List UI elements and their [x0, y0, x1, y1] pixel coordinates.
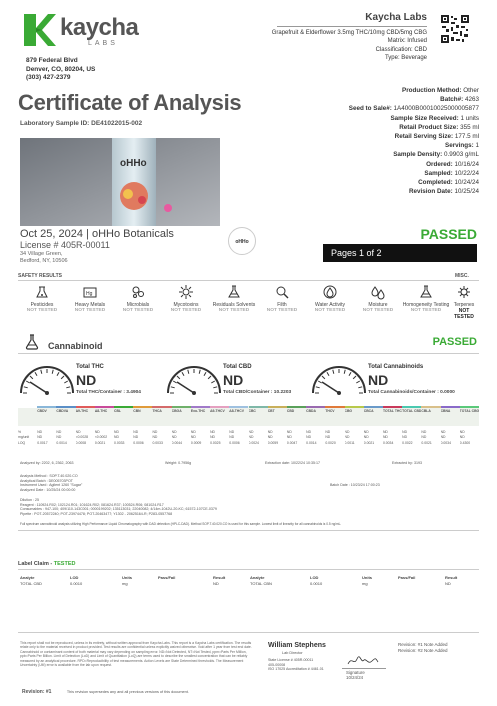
svg-text:Hg: Hg [86, 291, 93, 297]
pesticide-flask-icon [34, 284, 50, 300]
divider [18, 280, 479, 281]
total-per-container: Total Cannabinoids/Container : 0.0000 [368, 390, 455, 395]
meta-row [349, 86, 479, 95]
safety-item [18, 284, 66, 313]
cannabinoid-cell: THCV [325, 409, 335, 413]
lab-address-line: 879 Federal Blvd [26, 57, 78, 64]
label-claim-cell: Units [362, 575, 372, 580]
cannabinoid-cell: 0.0024 [248, 440, 259, 445]
report-date-client: Oct 25, 2024 | oHHo Botanicals [20, 228, 174, 240]
cannabinoid-cell: 0.0006 [133, 440, 144, 445]
safety-item-name: Mycotoxins [173, 302, 199, 308]
safety-item-status: NOT TESTED [362, 308, 394, 313]
safety-item [162, 284, 210, 313]
label-claim-status: TESTED [53, 561, 76, 567]
label-claim-label: Label Claim - [18, 561, 53, 567]
safety-item-status: NOT TESTED [410, 308, 442, 313]
meta-row [349, 123, 479, 132]
kaycha-logo-icon [22, 12, 58, 48]
cannabinoid-cell: ND [440, 435, 446, 439]
cannabinoid-cell: CBL [114, 409, 121, 413]
cannabinoid-cell: 0.0034 [440, 440, 451, 445]
cannabinoid-cell: ND [325, 429, 331, 434]
label-claim-cell: TOTAL CBN [250, 581, 272, 586]
safety-item-name: Microbials [126, 302, 150, 308]
label-claim-cell: 0.0010 [70, 581, 83, 586]
cannabinoid-cell: 0.0014 [56, 440, 67, 445]
cannabinoid-cell: 0.0017 [37, 440, 48, 445]
state-license: State License # 405R-00011 [268, 658, 314, 662]
disclaimer: This report shall not be reproduced, unless in its entirety, without written approval from Kaycha Labs. This report is a Kaycha Labs certification. The results relate only to the material received in product provided. Test results are confidential unless explicitly waived otherwise. Void after 1 year from test end date. Cannabinoid or contaminant content of both material may vary depending on sampling error. ND=Not Detected, NT=Not Tested, ppm=Parts Per Million, ppb=Parts Per Billion. Limit of Detection (LoD) and Limit of Quantitation (LoQ) are terms used to describe the smallest concentration that can be reliably measured by an analytical procedure. RPD=Reproducibility of test measurements. Action Levels are State Determined thresholds. The Measurement Uncertainty (UM) error is available from the lab upon request. [20, 641, 252, 668]
safety-item-status: NOT TESTED [170, 308, 202, 313]
iso-accreditation: ISO 17025 Accreditation # 4461.01 [268, 667, 324, 672]
cannabinoid-cell: ND [402, 429, 408, 434]
revision-statement: This revision supersedes any and all previous versions of this document. [66, 690, 189, 694]
cannabinoid-cell: CBDV [37, 409, 47, 413]
terpenes-icon [456, 284, 472, 300]
method-block [20, 474, 270, 492]
signer-name: William Stephens [268, 642, 326, 649]
cannabinoid-cell: ND [56, 435, 62, 439]
safety-item-name: Heavy Metals [74, 302, 106, 308]
reagent-block [20, 498, 460, 516]
signature-date: 10/24/24 [346, 675, 364, 681]
analysis-method: Analysis Method : SOP.T.40.020.CO [20, 474, 78, 478]
lab-logo-sub: LABS [88, 40, 118, 47]
method-note: Full spectrum cannabinoid analysis utilizing High Performance Liquid Chromatography with DAD detection (HPLC-DAD). Method SOP.T.40.020.CO is used for this sample. Lowest limit of linearity for all cannabinoids is 0.5 ng/mL. [20, 522, 342, 526]
cannabinoid-cell: 0.0021 [421, 440, 432, 445]
meta-row [349, 187, 479, 196]
safety-item [114, 284, 162, 313]
cannabinoid-cell: ND [363, 435, 369, 439]
safety-item-status: NOT TESTED [314, 308, 346, 313]
label-claim-cell: TOTAL CBD [20, 581, 42, 586]
cannabinoid-cell: CBGA [171, 409, 182, 413]
meta-row [349, 132, 479, 141]
cannabinoid-cell: ND [190, 429, 196, 434]
safety-item-status: NOT TESTED [74, 308, 106, 313]
cannabinoid-cell: ND [229, 435, 235, 439]
state-license-2: 405-00008 [268, 662, 286, 667]
safety-item-status: NOT TESTED [26, 308, 58, 313]
svg-text:oHHo: oHHo [120, 158, 147, 169]
misc-item-name: Terpenes [453, 302, 475, 308]
revision-number: Revision: #1 [22, 689, 52, 695]
meta-key: Servings: [445, 142, 474, 150]
consumables: Consumables : 947-100; 409/110-143C001; 0000199202; 135113031; 22040082; 4/14m-1042U-20-KC; 61572-107CE-0379 [20, 507, 217, 512]
cannabinoid-cell: ND [75, 429, 81, 434]
cannabinoid-cell: % [18, 429, 22, 434]
cannabinoid-cell: ND [171, 435, 177, 439]
safety-item [66, 284, 114, 313]
cannabinoid-cell: ND [114, 435, 119, 439]
product-type: Type: Beverage [384, 55, 427, 61]
label-claim-cell: mg [362, 581, 368, 586]
cannabinoid-cell: 0.0021 [363, 440, 375, 445]
meta-row [349, 141, 479, 150]
product-matrix: Matrix: Infused [387, 38, 427, 44]
batch-date: Batch Date : 10/23/24 17:00:23 [330, 483, 380, 487]
divider [18, 569, 479, 570]
divider [18, 632, 479, 633]
meta-row [349, 178, 479, 187]
lab-logo-text: kaycha [60, 14, 139, 41]
cannabinoid-cell: 0.0011 [344, 440, 355, 445]
sample-id: Laboratory Sample ID: DE41022015-002 [20, 120, 143, 127]
signer-title: Lab Director [282, 651, 303, 655]
total-label: Total THC [76, 364, 104, 370]
divider [18, 530, 479, 531]
meta-key: Sampled: [424, 169, 453, 177]
cannabinoid-cell: ND [37, 435, 43, 439]
cannabinoid-cell: ND [440, 429, 446, 434]
cannabinoid-cell: 0.0033 [152, 440, 163, 445]
safety-results-label: SAFETY RESULTS [18, 273, 62, 279]
cannabinoid-cell: ND [56, 429, 62, 434]
gauge-icon [18, 363, 76, 397]
signature-label: Signature [346, 670, 365, 675]
cannabinoid-cell: Exo-THC [190, 409, 206, 413]
misc-item [449, 284, 479, 320]
label-claim-cell: Result [445, 575, 458, 580]
safety-results [18, 284, 479, 334]
label-claim-cell: LOD [310, 575, 319, 580]
cannabinoid-cell: ND [171, 429, 177, 434]
cannabinoid-cell: 0.0008 [75, 440, 86, 445]
cannabinoid-cell: 0.0009 [190, 440, 202, 445]
signature-block [346, 670, 365, 681]
cannabinoid-cell: <0.0002 [94, 435, 108, 439]
safety-item [258, 284, 306, 313]
cannabinoid-cell: 0.0021 [94, 440, 106, 445]
cannabinoid-cell: CBDA [306, 409, 316, 413]
label-claim-cell: Result [213, 575, 226, 580]
revision-notes [398, 642, 448, 654]
meta-key: Retail Product Size: [399, 123, 459, 131]
client-address-line: Bedford, NY, 10506 [20, 258, 68, 264]
cannabinoid-cell: ND [37, 429, 43, 434]
cannabinoid-cell: 0.0034 [382, 440, 394, 445]
product-name: Grapefruit & Elderflower 3.5mg THC/10mg CBD/5mg CBG [271, 29, 427, 36]
safety-item-status: NOT TESTED [218, 308, 250, 313]
sample-weight: Weight: 0.7956g [165, 461, 192, 465]
cannabinoid-cell: ND [382, 429, 388, 434]
safety-item-status: NOT TESTED [266, 308, 298, 313]
safety-item-name: Homogeneity Testing [402, 302, 450, 308]
instrument-used: Instrument Used : Agilent 1260 "Sugar" [20, 483, 83, 488]
cannabinoid-cell: CBCA [363, 409, 374, 413]
page-indicator: Pages 1 of 2 [323, 244, 477, 262]
cannabinoid-cell: CBG [344, 409, 353, 413]
meta-row [349, 95, 479, 104]
label-claim-cell: Pass/Fail [158, 575, 176, 580]
cannabinoid-cell: ND [382, 435, 388, 439]
cannabinoid-cell: CBT [267, 409, 275, 413]
total-value: ND [368, 372, 389, 388]
cannabinoid-status: PASSED [432, 336, 477, 348]
cannabinoid-cell: ND [190, 435, 196, 439]
cannabinoid-cell: Δ9-THCV [210, 409, 225, 413]
safety-item [402, 284, 450, 313]
cannabinoid-cell: Δ9-THC [75, 409, 89, 413]
meta-value: 10/25/24 [454, 188, 479, 196]
meta-value: Other [463, 87, 479, 94]
safety-item-name: Moisture [368, 302, 388, 308]
product-classification: Classification: CBD [375, 46, 427, 53]
cannabinoid-cell: ND [267, 429, 273, 434]
cannabinoid-cell: LOQ [18, 440, 26, 445]
cannabinoid-cell: ND [133, 429, 139, 434]
cannabinoid-cell: 0.0006 [229, 440, 240, 445]
accreditation [268, 658, 324, 672]
solvents-flask-icon [226, 284, 242, 300]
heavy-metals-icon [82, 284, 98, 300]
page-title: Certificate of Analysis [18, 90, 242, 115]
cannabinoid-cell: 0.0047 [286, 440, 298, 445]
cannabinoid-cell: ND [459, 435, 465, 439]
cannabinoid-cell: ND [152, 429, 158, 434]
cannabinoid-cell: ND [325, 435, 331, 439]
cannabinoid-cell: CBC [248, 409, 256, 413]
cannabinoid-cell: ND [210, 429, 215, 434]
cannabinoid-cell: ND [286, 429, 292, 434]
cannabinoid-cell: ND [402, 435, 408, 439]
meta-value: 10/16/24 [454, 160, 479, 168]
meta-key: Batch#: [440, 96, 464, 104]
meta-row [349, 150, 479, 159]
client-logo: oHHo [228, 227, 256, 255]
cannabinoid-title: Cannabinoid [48, 341, 103, 351]
label-claim-cell: Units [122, 575, 132, 580]
qr-code-icon[interactable] [440, 14, 470, 44]
cannabinoid-cell: <0.0028 [75, 435, 88, 439]
cannabinoid-cell: 0.0044 [171, 440, 183, 445]
misc-label: MISC. [455, 273, 469, 279]
meta-value: 1 [475, 142, 479, 150]
safety-item-name: Water Activity [314, 302, 346, 308]
cannabinoid-cell: 0.0020 [325, 440, 336, 445]
cannabinoid-cell: 0.0014 [306, 440, 317, 445]
cannabinoid-row [18, 441, 479, 447]
safety-item-name: Pesticides [30, 302, 54, 308]
revision-footer [22, 689, 189, 695]
label-claim-cell: LOD [70, 575, 79, 580]
lab-name: Kaycha Labs [365, 12, 427, 23]
meta-value: 10/24/24 [454, 179, 479, 187]
total-label: Total Cannabinoids [368, 364, 424, 370]
pipette: Pipette : POT-20572240; POT-23974478; POT-20463477; Y1302 - 20625164-R; P283-0557768 [20, 511, 173, 516]
cannabinoid-cell: ND [306, 429, 312, 434]
label-claim-cell: ND [213, 581, 219, 586]
cannabinoid-cell: ND [210, 435, 215, 439]
total-value: ND [223, 372, 244, 388]
label-claim-cell: Analyte [20, 575, 35, 580]
reagent: Reagent : 110924.R02; 102124.R01; 101624.R02; 081624.R37; 100524.R06; 081024.R17 [20, 502, 164, 507]
meta-row [349, 160, 479, 169]
safety-item-status: NOT TESTED [122, 308, 154, 313]
cannabinoid-cell: ND [229, 429, 235, 434]
client-address [20, 251, 68, 265]
cannabinoid-cell: ND [114, 429, 119, 434]
sample-meta [349, 86, 479, 196]
cannabinoid-cell: THCA [152, 409, 162, 413]
meta-key: Completed: [418, 179, 453, 187]
cannabinoid-cell: TOTAL CBG [459, 409, 479, 413]
cannabinoid-cell: 0.0033 [114, 440, 125, 445]
lab-address-line: Denver, CO, 80204, US [26, 65, 96, 73]
overall-status: PASSED [420, 226, 477, 242]
water-activity-icon [322, 284, 338, 300]
meta-value: 0.9903 g/mL [443, 151, 479, 159]
product-photo [20, 138, 220, 226]
revision-note-2: Revision: #2 Note Added [398, 647, 448, 653]
gauge-icon [165, 363, 223, 397]
meta-value: 355 ml [460, 123, 479, 131]
meta-row [349, 169, 479, 178]
total-per-container: Total THC/Container : 3.4904 [76, 390, 141, 395]
cannabinoid-cell: CBN [133, 409, 141, 413]
safety-item-name: Filth [277, 302, 287, 308]
client-address-line: 34 Village Green, [20, 251, 63, 257]
meta-value: 177.5 ml [454, 133, 479, 141]
flask-icon [24, 334, 40, 350]
cannabinoid-cell: ND [248, 429, 254, 434]
cannabinoid-cell: ND [459, 429, 465, 434]
meta-row [349, 104, 479, 113]
revision-note-1: Revision: #1 Note Added [398, 642, 448, 647]
cannabinoid-cell: ND [152, 435, 158, 439]
safety-item-name: Residuals Solvents [212, 302, 256, 308]
label-claim-cell: 0.0010 [310, 581, 323, 586]
cannabinoid-cell: 0.0025 [210, 440, 221, 445]
total-value: ND [76, 372, 97, 388]
cannabinoid-cell: ND [344, 435, 350, 439]
safety-item [306, 284, 354, 313]
meta-key: Revision Date: [408, 188, 453, 196]
meta-key: Seed to Sale#: [348, 105, 392, 113]
meta-value: 1 units [460, 114, 479, 122]
cannabinoid-cell: ND [363, 429, 369, 434]
filth-magnifier-icon [274, 284, 290, 300]
meta-key: Production Method: [402, 87, 462, 94]
total-per-container: Total CBD/Container : 10.2203 [223, 390, 292, 395]
meta-row [349, 114, 479, 123]
meta-key: Ordered: [426, 160, 453, 168]
cannabinoid-cell: Δ8-THCV [229, 409, 244, 413]
label-claim-cell: mg [122, 581, 128, 586]
cannabinoid-cell: CBDVA [56, 409, 69, 413]
cannabinoid-cell: ND [344, 429, 350, 434]
mycotoxins-icon [178, 284, 194, 300]
cannabinoid-cell: 0.4300 [459, 440, 471, 445]
product-header [272, 14, 427, 63]
cannabinoid-cell: TOTAL CBD [402, 409, 422, 413]
label-claim-cell: Pass/Fail [398, 575, 416, 580]
client-license: License # 405R-00011 [20, 240, 110, 250]
microbials-icon [130, 284, 146, 300]
label-claim-cell: ND [445, 581, 451, 586]
meta-key: Sample Size Received: [390, 114, 459, 122]
cannabinoid-cell: ND [133, 435, 139, 439]
cannabinoid-cell: CBD [286, 409, 295, 413]
meta-key: Retail Serving Size: [394, 133, 454, 141]
cannabinoid-cell: CBNA [440, 409, 451, 413]
total-label: Total CBD [223, 364, 252, 370]
meta-value: 4263 [464, 96, 479, 104]
cannabinoid-cell: Δ8-THC [94, 409, 108, 413]
meta-key: Sample Density: [393, 151, 443, 159]
homogeneity-flask-icon [418, 284, 434, 300]
cannabinoid-cell: 0.0059 [267, 440, 279, 445]
signature-line [342, 668, 386, 669]
cannabinoid-cell: ND [267, 435, 273, 439]
meta-value: 1A4000B00010025000005877 [393, 105, 479, 113]
label-claim-cell: Analyte [250, 575, 265, 580]
divider [277, 26, 427, 27]
analyzed-by: Analyzed by: 2202, 6, 2362, 2063 [20, 461, 74, 465]
cannabinoid-cell: ND [421, 435, 427, 439]
cannabinoid-cell: 0.0022 [402, 440, 413, 445]
lab-address [26, 57, 95, 83]
cannabinoid-row [18, 409, 479, 415]
signature-image [346, 654, 380, 668]
cannabinoid-cell: ND [286, 435, 292, 439]
cannabinoid-cell: ND [94, 429, 100, 434]
extraction-date: Extraction date: 10/22/24 10:35:17 [265, 461, 320, 465]
moisture-drops-icon [370, 284, 386, 300]
cannabinoid-cell: ND [421, 429, 427, 434]
cannabinoid-cell: CBLA [421, 409, 431, 413]
analyzed-date: Analyzed Date : 10/25/24 00:00:00 [20, 487, 76, 492]
dilution: Dilution : 25 [20, 498, 39, 502]
safety-item [210, 284, 258, 313]
product-photo-image [20, 138, 220, 226]
extracted-by: Extracted by: 3193 [392, 461, 422, 465]
misc-item-status: NOT TESTED [454, 308, 474, 320]
meta-value: 10/22/24 [454, 169, 479, 177]
label-claim-title [18, 561, 75, 567]
gauge-icon [310, 363, 368, 397]
cannabinoid-cell: mg/unit [18, 435, 30, 439]
cannabinoid-cell: ND [306, 435, 312, 439]
lab-address-line: (303) 427-2379 [26, 74, 71, 81]
cannabinoid-cell: TOTAL THC [382, 409, 402, 413]
safety-item [354, 284, 402, 313]
cannabinoid-cell: ND [248, 435, 254, 439]
analytical-batch: Analytical Batch : DE005703POT [20, 478, 73, 483]
